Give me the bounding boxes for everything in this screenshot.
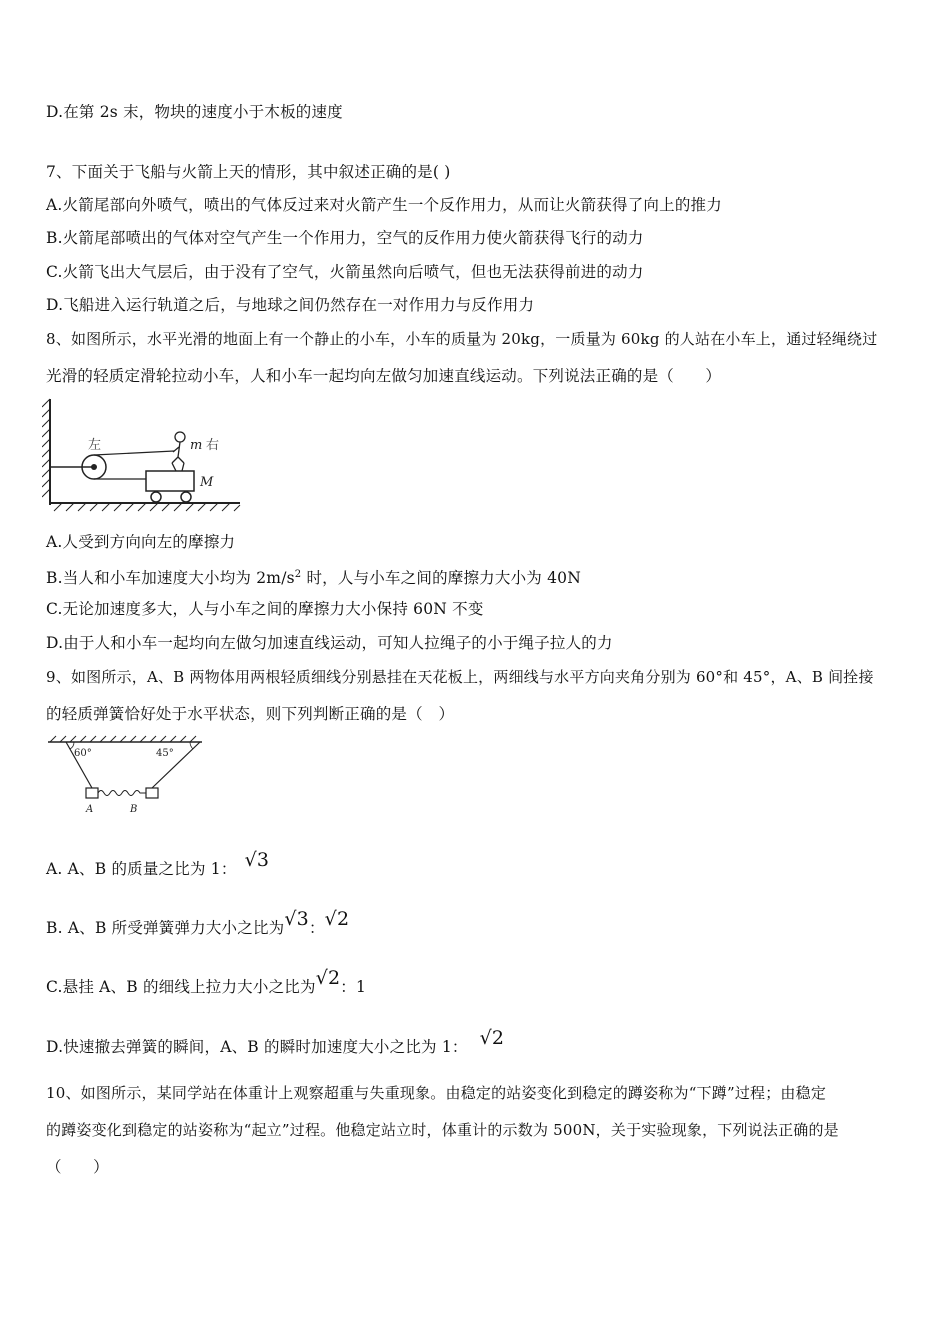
rope-top	[94, 451, 174, 455]
q9-option-c-root: √2	[315, 967, 341, 989]
cart-wheel-right	[181, 492, 191, 502]
label-M: M	[200, 475, 214, 490]
q8-option-c: C.无论加速度多大，人与小车之间的摩擦力大小保持 60N 不变	[46, 600, 484, 618]
spring	[98, 791, 146, 796]
q9-stem-line2: 的轻质弹簧恰好处于水平状态，则下列判断正确的是（ ）	[46, 705, 455, 723]
q9-option-d-root: √2	[479, 1027, 505, 1049]
q8-option-b-post: 时，人与小车之间的摩擦力大小为 40N	[301, 569, 581, 588]
q9-option-d-text: D.快速撤去弹簧的瞬间，A、B 的瞬时加速度大小之比为 1：	[46, 1038, 468, 1056]
q9-option-b-sep: ：	[308, 919, 325, 937]
q9-stem-line1: 9、如图所示，A、B 两物体用两根轻质细线分别悬挂在天花板上，两细线与水平方向夹角分别为 60°和 45°，A、B 间拴接	[46, 668, 874, 686]
q7-option-b: B.火箭尾部喷出的气体对空气产生一个作用力，空气的反作用力使火箭获得飞行的动力	[46, 229, 644, 247]
q8-stem-line2: 光滑的轻质定滑轮拉动小车，人和小车一起均向左做匀加速直线运动。下列说法正确的是（ ）	[46, 367, 722, 385]
angle-label-right: 45°	[156, 748, 174, 759]
label-a: A	[86, 804, 94, 815]
q7-option-c: C.火箭飞出大气层后，由于没有了空气，火箭虽然向后喷气，但也无法获得前进的动力	[46, 263, 644, 281]
q9-option-b-root1: √3	[284, 908, 309, 930]
q6-option-d: D.在第 2s 末，物块的速度小于木板的速度	[46, 103, 343, 121]
q10-stem-line2: 的蹲姿变化到稳定的站姿称为“起立”过程。他稳定站立时，体重计的示数为 500N，关于实验现象，下列说法正确的是	[46, 1121, 839, 1139]
person-body	[172, 442, 184, 471]
q8-option-b-sup: 2	[294, 569, 302, 580]
q10-stem-line3: （ ）	[46, 1158, 109, 1176]
label-b: B	[130, 804, 138, 815]
cart-body	[146, 471, 194, 491]
q9-option-c	[46, 967, 367, 997]
label-m: m	[190, 438, 203, 453]
label-right: 右	[206, 438, 220, 453]
wall-hatch	[42, 399, 50, 497]
q9-option-c-tail: ：1	[340, 978, 367, 996]
q8-option-b-pre: B.当人和小车加速度大小均为 2m/s	[46, 569, 295, 588]
q8-option-a: A.人受到方向向左的摩擦力	[46, 533, 236, 551]
q8-stem-line1: 8、如图所示，水平光滑的地面上有一个静止的小车，小车的质量为 20kg，一质量为 60kg 的人站在小车上，通过轻绳绕过	[46, 330, 878, 348]
q9-option-b-root2: √2	[324, 908, 350, 930]
angle-label-left: 60°	[74, 748, 92, 759]
q9-option-d	[46, 1027, 505, 1057]
pulley-axle	[91, 464, 97, 470]
person-head	[175, 432, 185, 442]
q9-figure	[44, 734, 206, 816]
q8-figure	[42, 395, 242, 515]
ground-hatch	[54, 503, 240, 511]
q8-option-d: D.由于人和小车一起均向左做匀加速直线运动，可知人拉绳子的小于绳子拉人的力	[46, 634, 613, 652]
block-b	[146, 788, 158, 798]
q9-option-c-text: C.悬挂 A、B 的细线上拉力大小之比为	[46, 978, 316, 996]
q9-option-a	[46, 849, 270, 879]
q9-option-a-root: √3	[244, 849, 270, 871]
q9-option-a-text: A. A、B 的质量之比为 1：	[46, 860, 237, 878]
q7-option-a: A.火箭尾部向外喷气，喷出的气体反过来对火箭产生一个反作用力，从而让火箭获得了向上的推力	[46, 196, 722, 214]
ceiling-hatch	[50, 736, 196, 742]
q10-stem-line1: 10、如图所示，某同学站在体重计上观察超重与失重现象。由稳定的站姿变化到稳定的蹲姿称为“下蹲”过程；由稳定	[46, 1084, 827, 1102]
block-a	[86, 788, 98, 798]
label-left: 左	[88, 438, 102, 453]
q9-option-b-text: B. A、B 所受弹簧弹力大小之比为	[46, 919, 285, 937]
q7-stem: 7、下面关于飞船与火箭上天的情形，其中叙述正确的是( )	[46, 163, 451, 181]
q9-option-b	[46, 908, 350, 938]
cart-wheel-left	[151, 492, 161, 502]
q7-option-d: D.飞船进入运行轨道之后，与地球之间仍然存在一对作用力与反作用力	[46, 296, 535, 314]
angle-arc-right	[190, 742, 193, 749]
q8-option-b	[46, 565, 581, 588]
